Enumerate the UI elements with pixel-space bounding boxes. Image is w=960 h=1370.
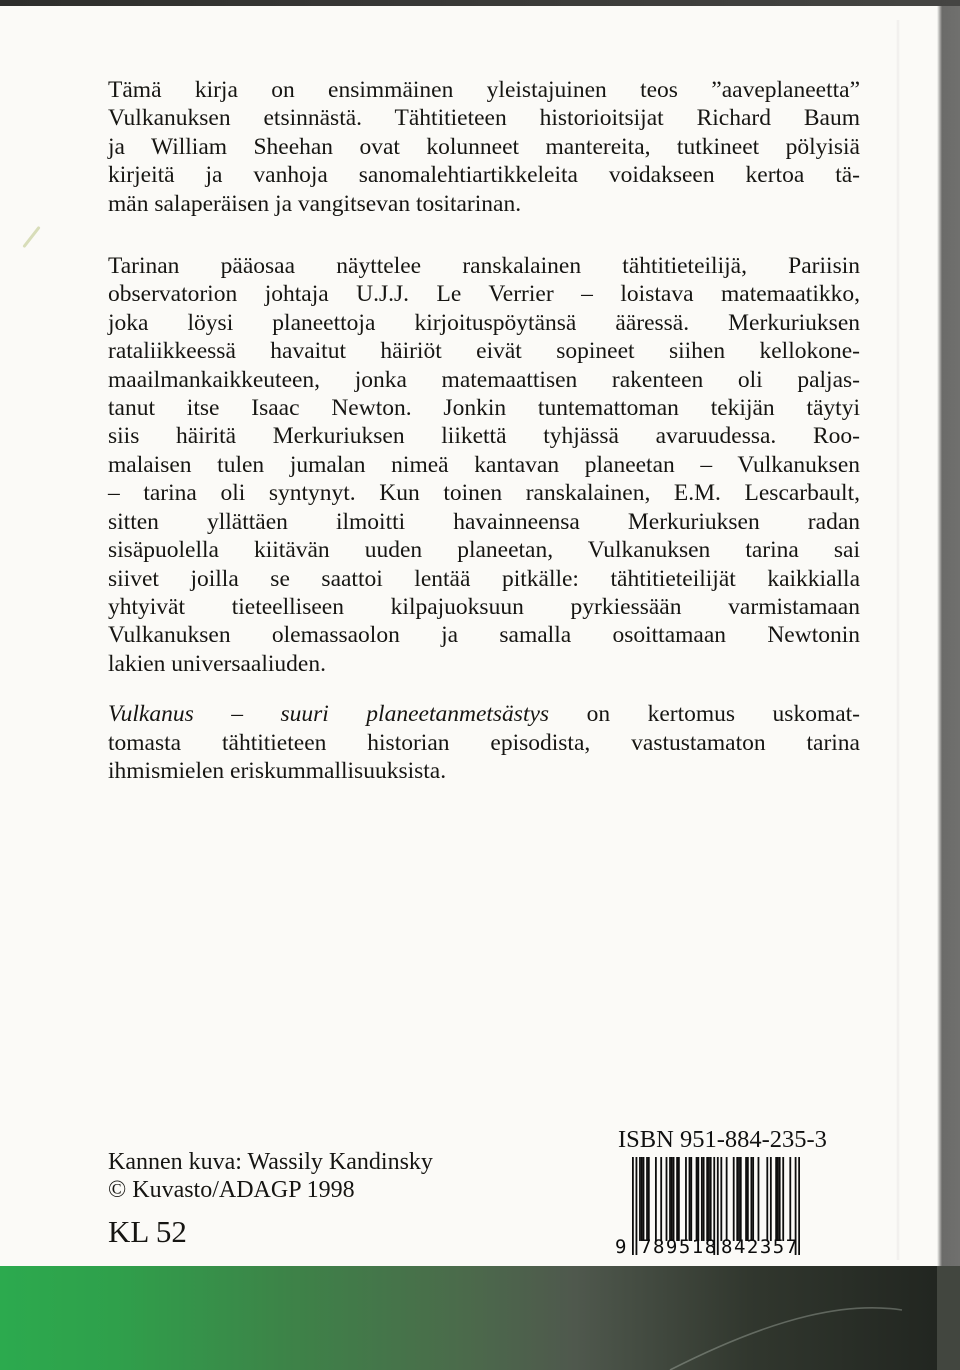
text-line [108, 700, 860, 728]
right-edge-strip [937, 0, 960, 1266]
text-line: siivet joilla se saattoi lentää pitkälle: tähtitieteilijät kaikkialla [108, 565, 860, 592]
back-cover-blurb [108, 76, 860, 785]
ean-digit-group2: 842357 [721, 1236, 799, 1258]
paragraph-2 [108, 252, 860, 678]
right-edge-strip-lower [937, 1266, 960, 1370]
text-line: rataliikkeessä havaitut häiriöt eivät sopineet siihen kellokone- [108, 338, 860, 365]
scratch-curve [0, 1266, 960, 1370]
text-line: kirjeitä ja vanhoja sanomalehtiartikkeleita voidakseen kertoa tä- [108, 162, 860, 189]
text-line: Vulkanuksen etsinnästä. Tähtitieteen historioitsijat Richard Baum [108, 105, 860, 132]
green-gradient-band [0, 1266, 960, 1370]
text-line: yhtyivät tieteelliseen kilpajuoksuun pyrkiessään varmistamaan [108, 593, 860, 620]
text-line: sisäpuolella kiitävän uuden planeetan, Vulkanuksen tarina sai [108, 537, 860, 564]
text-segment: on kertomus uskomat- [586, 701, 861, 728]
text-line: joka löysi planeettoja kirjoituspöytänsä ääressä. Merkuriuksen [108, 309, 860, 336]
ean-digit-first: 9 [615, 1236, 627, 1258]
text-line: sitten yllättäen ilmoitti havainneensa Merkuriuksen radan [108, 508, 860, 535]
book-title-italic: Vulkanus – suuri planeetanmetsästys [108, 701, 550, 728]
text-line: Tarinan pääosaa näyttelee ranskalainen tähtitieteilijä, Pariisin [108, 253, 860, 280]
text-line: ja William Sheehan ovat kolunneet mantereita, tutkineet pölyisiä [108, 133, 860, 160]
text-line: siis häiritä Merkuriuksen liikettä tyhjässä avaruudessa. Roo- [108, 423, 860, 450]
text-line: män salaperäisen ja vangitsevan tositarinan. [108, 190, 522, 217]
isbn-number: ISBN 951-884-235-3 [618, 1126, 827, 1153]
text-line: Tämä kirja on ensimmäinen yleistajuinen teos ”aaveplaneetta” [108, 77, 860, 103]
text-line: – tarina oli syntynyt. Kun toinen ranskalainen, E.M. Lescarbault, [108, 480, 860, 507]
isbn-block [612, 1126, 827, 1258]
kl-classification-code: KL 52 [108, 1214, 187, 1249]
text-line: Vulkanuksen olemassaolon ja samalla osoittamaan Newtonin [108, 622, 860, 649]
ean-barcode [615, 1157, 800, 1258]
paragraph-1 [108, 76, 860, 218]
paragraph-3 [108, 700, 860, 785]
text-line: maailmankaikkeuteen, jonka matemaattisen rakenteen oli paljas- [108, 366, 860, 393]
text-line: lakien universaaliuden. [108, 650, 326, 677]
scratch-mark [22, 226, 40, 248]
credits-block [108, 1148, 433, 1249]
copyright-line: © Kuvasto/ADAGP 1998 [108, 1177, 355, 1203]
ean-digit-group1: 789518 [640, 1236, 718, 1258]
page-crease [896, 20, 900, 1260]
text-line: malaisen tulen jumalan nimeä kantavan planeetan – Vulkanuksen [108, 451, 860, 478]
top-edge-bar [0, 0, 960, 6]
text-line: observatorion johtaja U.J.J. Le Verrier – loistava matemaatikko, [108, 281, 860, 308]
text-line: tomasta tähtitieteen historian episodista, vastustamaton tarina [108, 729, 860, 756]
text-line: ihmismielen eriskummallisuuksista. [108, 757, 447, 784]
cover-art-credit: Kannen kuva: Wassily Kandinsky [108, 1149, 433, 1175]
ean-digits [615, 1236, 800, 1258]
text-line: tanut itse Isaac Newton. Jonkin tuntemattoman tekijän täytyi [108, 395, 860, 422]
